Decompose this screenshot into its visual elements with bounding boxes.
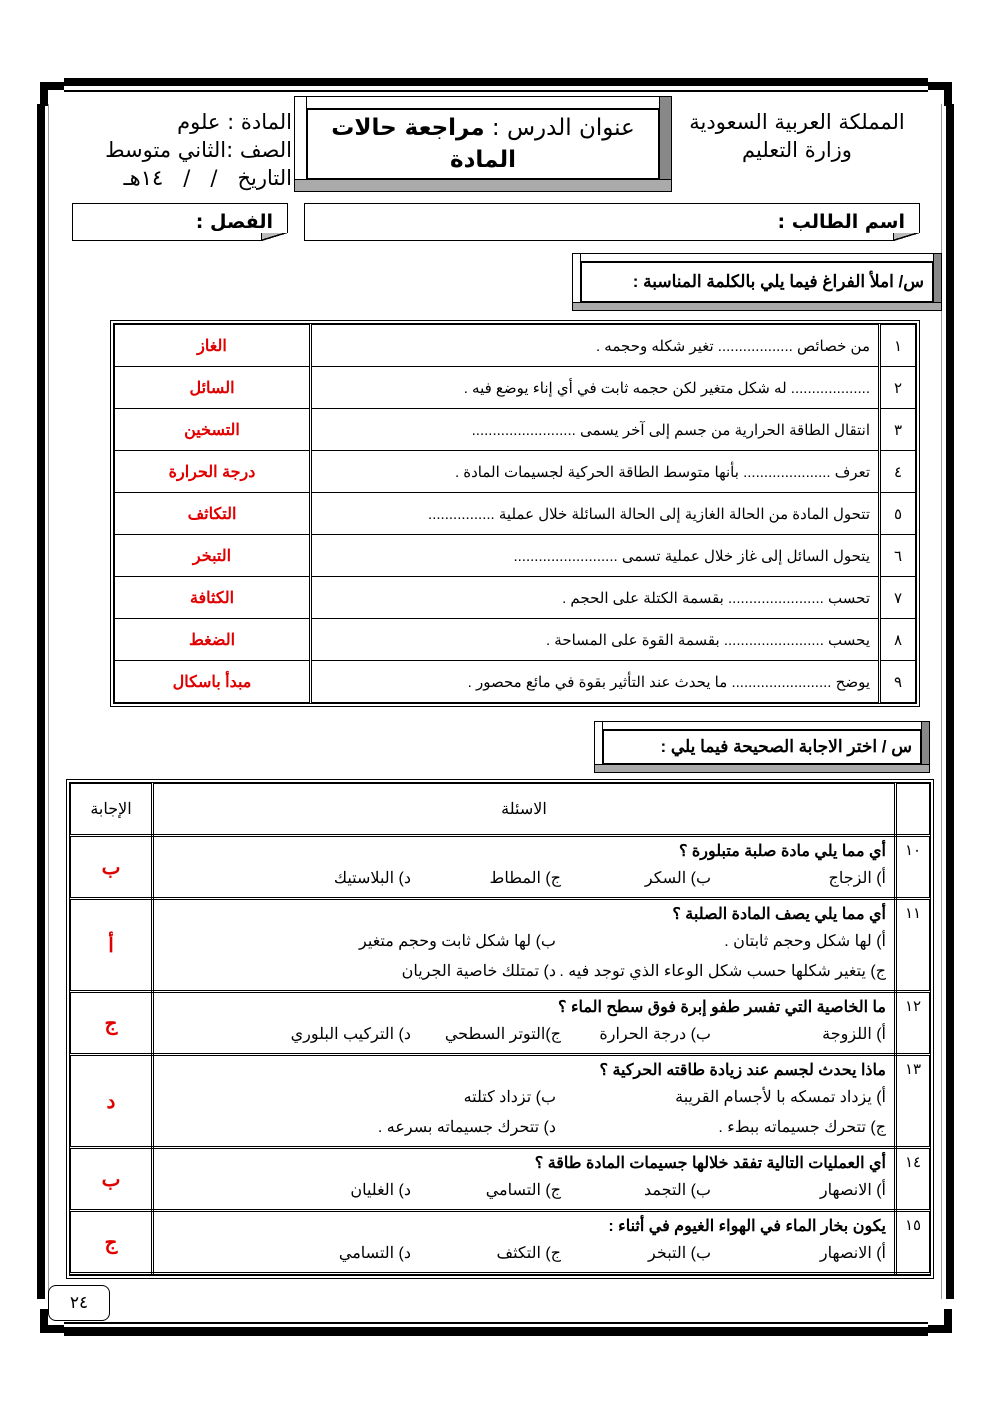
options-line [162, 864, 886, 894]
page-number: ٢٤ [48, 1285, 110, 1321]
question-text: ماذا يحدث لجسم عند زيادة طاقته الحركية ؟ [599, 1062, 886, 1079]
answer-option[interactable]: د) التركيب البلوري [290, 1026, 411, 1043]
question-row [71, 1148, 930, 1211]
answer-column-header: الإجابة [71, 784, 153, 836]
answer-option[interactable]: ب) التجمد [644, 1182, 711, 1199]
question-row [71, 836, 930, 899]
blank-sentence: يتحول السائل إلى غاز خلال عملية تسمى ......................... [311, 535, 880, 577]
question-number: ١٤ [896, 1148, 930, 1211]
answer-cell[interactable]: ج [71, 1211, 153, 1274]
answer-option[interactable]: د) تمتلك خاصية الجريان [401, 963, 556, 980]
multiple-choice-table [66, 779, 934, 1279]
question-text: أي مما يلي يصف المادة الصلبة ؟ [672, 906, 886, 923]
answer-option[interactable]: د) الغليان [350, 1182, 411, 1199]
question-text: أي العمليات التالية تفقد خلالها جسيمات المادة طاقة ؟ [534, 1155, 886, 1172]
answer-option[interactable]: ج) التسامي [485, 1182, 561, 1199]
answer-cell[interactable]: أ [71, 899, 153, 992]
question-number: ١٢ [896, 992, 930, 1055]
answer-option[interactable]: أ) الانصهار [819, 1245, 886, 1262]
answer-cell[interactable]: التسخين [115, 409, 311, 451]
table-row [115, 661, 916, 703]
frame-corner [928, 1309, 952, 1333]
row-number: ٤ [880, 451, 916, 493]
question-number: ١١ [896, 899, 930, 992]
answer-option[interactable]: د) تتحرك جسيماته بسرعه . [377, 1119, 556, 1136]
table-row [115, 451, 916, 493]
question-number: ١٣ [896, 1055, 930, 1148]
section1-title: س/ املأ الفراغ فيما يلي بالكلمة المناسبة : [581, 262, 933, 302]
answer-option[interactable]: ج)التوتر السطحي [444, 1026, 561, 1043]
answer-option[interactable]: ج) التكثف [496, 1245, 561, 1262]
kingdom-label: المملكة العربية السعودية [689, 110, 905, 134]
class-field[interactable] [72, 203, 288, 241]
blank-sentence: يوضح ........................ ما يحدث عند التأثير بقوة في مائع محصور . [311, 661, 880, 703]
question-text: أي مما يلي مادة صلبة متبلورة ؟ [678, 843, 886, 860]
subject-label: المادة : علوم [177, 110, 292, 134]
row-number: ٧ [880, 577, 916, 619]
student-name-field[interactable] [304, 203, 920, 241]
student-name-label: اسم الطالب : [777, 211, 905, 233]
section2-title: س / اختر الاجابة الصحيحة فيما يلي : [603, 730, 921, 764]
options-line [162, 1239, 886, 1269]
answer-cell[interactable]: الكثافة [115, 577, 311, 619]
answer-option[interactable]: د) التسامي [338, 1245, 411, 1262]
lesson-title-box [294, 96, 672, 192]
page-frame-top [64, 78, 928, 86]
header-institution [672, 108, 922, 164]
number-column-header [896, 784, 930, 836]
question-row [71, 1055, 930, 1148]
row-number: ٥ [880, 493, 916, 535]
blank-sentence: تحسب ....................... بقسمة الكتلة على الحجم . [311, 577, 880, 619]
answer-option[interactable]: أ) الزجاج [828, 870, 886, 887]
question-number: ١٥ [896, 1211, 930, 1274]
answer-cell[interactable]: الضغط [115, 619, 311, 661]
options-line [162, 1020, 886, 1050]
options-line [162, 1113, 886, 1143]
answer-option[interactable]: ب) السكر [644, 870, 711, 887]
table-row [115, 535, 916, 577]
question-text: يكون بخار الماء في الهواء الغيوم في أثناء : [608, 1218, 886, 1235]
options-line [162, 1083, 886, 1113]
row-number: ٨ [880, 619, 916, 661]
blank-sentence: ................... له شكل متغير لكن حجمه ثابت في أي إناء يوضع فيه . [311, 367, 880, 409]
grade-label: الصف :الثاني متوسط [105, 138, 292, 162]
row-number: ٦ [880, 535, 916, 577]
blank-sentence: يحسب ........................ بقسمة القوة على المساحة . [311, 619, 880, 661]
header-course-info [72, 108, 292, 192]
question-row [71, 899, 930, 992]
page-frame-top-inner [64, 90, 928, 92]
answer-option[interactable]: ج) يتغير شكلها حسب شكل الوعاء الذي توجد فيه . [559, 963, 886, 980]
answer-cell[interactable]: مبدأ باسكال [115, 661, 311, 703]
answer-option[interactable]: أ) يزداد تمسكه با لأجسام القريبة [675, 1089, 886, 1106]
answer-option[interactable]: ب) تزداد كتلته [463, 1089, 556, 1106]
question-row [71, 992, 930, 1055]
answer-option[interactable]: د) البلاستيك [333, 870, 411, 887]
options-line [162, 1176, 886, 1206]
answer-cell[interactable]: د [71, 1055, 153, 1148]
answer-option[interactable]: أ) الانصهار [819, 1182, 886, 1199]
row-number: ٩ [880, 661, 916, 703]
section2-heading-box [594, 721, 930, 773]
answer-option[interactable]: ب) لها شكل ثابت وحجم متغير [359, 933, 556, 950]
page-frame-left [37, 104, 45, 1299]
answer-cell[interactable]: ب [71, 836, 153, 899]
blank-sentence: انتقال الطاقة الحرارية من جسم إلى آخر يسمى ......................... [311, 409, 880, 451]
fill-blank-table [110, 320, 920, 707]
answer-cell[interactable]: التبخر [115, 535, 311, 577]
page-frame-bottom-inner [64, 1322, 928, 1324]
blank-sentence: من خصائص .................. تغير شكله وحجمه . [311, 325, 880, 367]
options-line [162, 927, 886, 957]
answer-option[interactable]: ب) درجة الحرارة [599, 1026, 711, 1043]
blank-sentence: تتحول المادة من الحالة الغازية إلى الحالة السائلة خلال عملية ................ [311, 493, 880, 535]
answer-cell[interactable]: ج [71, 992, 153, 1055]
answer-cell[interactable]: ب [71, 1148, 153, 1211]
page-frame-bottom [64, 1327, 928, 1336]
question-text: ما الخاصية التي تفسر طفو إبرة فوق سطح الماء ؟ [558, 999, 886, 1016]
date-field[interactable]: التاريخ / / ١٤هـ [123, 166, 292, 190]
table-row [115, 577, 916, 619]
section1-heading-box [572, 253, 942, 311]
answer-cell[interactable]: درجة الحرارة [115, 451, 311, 493]
page-frame-left-inner [48, 104, 49, 1299]
answer-option[interactable]: أ) لها شكل وحجم ثابتان . [724, 933, 886, 950]
frame-corner [928, 82, 952, 106]
lesson-title [307, 109, 659, 179]
row-number: ٢ [880, 367, 916, 409]
answer-option[interactable]: ب) التبخر [648, 1245, 711, 1262]
answer-option[interactable]: ج) المطاط [489, 870, 561, 887]
table-row [115, 493, 916, 535]
table-row [115, 367, 916, 409]
class-label: الفصل : [195, 211, 273, 233]
answer-option[interactable]: أ) اللزوجة [822, 1026, 886, 1043]
row-number: ١ [880, 325, 916, 367]
blank-sentence: تعرف ..................... بأنها متوسط الطاقة الحركية لجسيمات المادة . [311, 451, 880, 493]
question-number: ١٠ [896, 836, 930, 899]
answer-cell[interactable]: التكاثف [115, 493, 311, 535]
answer-cell[interactable]: الغاز [115, 325, 311, 367]
question-row [71, 1211, 930, 1274]
answer-cell[interactable]: السائل [115, 367, 311, 409]
table-header-row [71, 784, 930, 836]
table-row [115, 619, 916, 661]
lesson-label: عنوان الدرس : [491, 115, 635, 141]
questions-column-header: الاسئلة [153, 784, 896, 836]
answer-option[interactable]: ج) تتحرك جسيماته ببطء . [718, 1119, 886, 1136]
table-row [115, 325, 916, 367]
frame-corner [40, 82, 64, 106]
table-row [115, 409, 916, 451]
lesson-name: مراجعة حالات المادة [331, 115, 516, 173]
ministry-label: وزارة التعليم [742, 138, 852, 162]
page-frame-right [946, 104, 954, 1299]
options-line [162, 957, 886, 987]
row-number: ٣ [880, 409, 916, 451]
